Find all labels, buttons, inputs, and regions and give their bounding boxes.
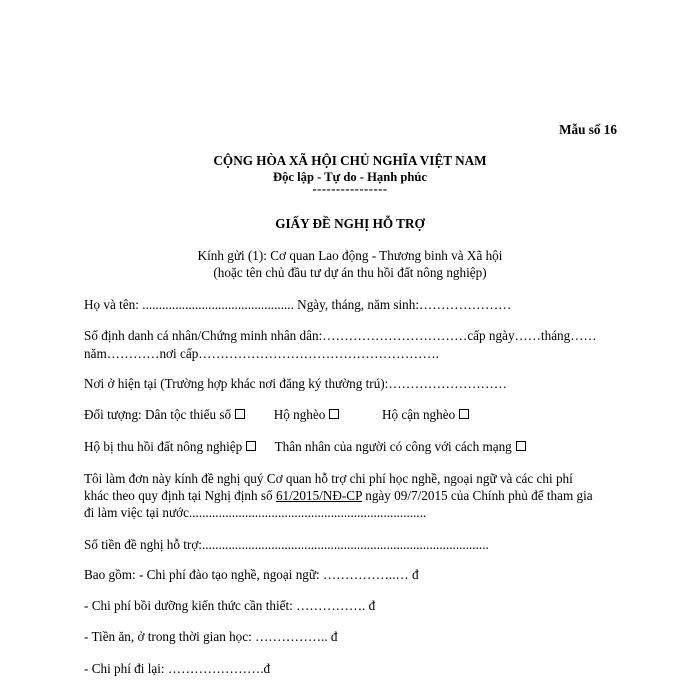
motto: Độc lập - Tự do - Hạnh phúc bbox=[273, 170, 427, 184]
header-divider: ---------------- bbox=[312, 182, 388, 196]
recipient-line-2: (hoặc tên chủ đầu tư dự án thu hồi đất nông nghiệp) bbox=[213, 265, 487, 280]
name-field: Họ và tên: .............................................. Ngày, tháng, năm sinh:………………… bbox=[84, 297, 512, 312]
cost-training: Bao gồm: - Chi phí đào tạo nghề, ngoại ngữ: ……………..… đ bbox=[84, 567, 419, 582]
id-field-line-1: Số định danh cá nhân/Chứng minh nhân dân:……………………………cấp ngày……tháng…… bbox=[84, 328, 597, 343]
subject-row-2 bbox=[84, 439, 526, 455]
poor-checkbox[interactable] bbox=[329, 409, 339, 419]
decree-link[interactable]: 61/2015/NĐ-CP bbox=[275, 488, 362, 503]
request-line-2-before: khác theo quy định tại Nghị định số bbox=[84, 488, 276, 503]
request-line-1: Tôi làm đơn này kính đề nghị quý Cơ quan hỗ trợ chi phí học nghề, ngoại ngữ và các chi phí bbox=[84, 471, 573, 486]
cost-food-lodging: - Tiền ăn, ở trong thời gian học: …………….. đ bbox=[84, 629, 338, 644]
document-title: GIẤY ĐỀ NGHỊ HỖ TRỢ bbox=[275, 216, 425, 231]
subject-merit-label: Thân nhân của người có công với cách mạng bbox=[274, 439, 512, 454]
subject-ethnic-label: Dân tộc thiểu số bbox=[145, 407, 232, 422]
subject-row bbox=[84, 407, 469, 423]
form-number: Mẫu số 16 bbox=[559, 122, 617, 137]
id-field-line-2: năm…………nơi cấp………………………………………………. bbox=[84, 346, 439, 361]
cost-knowledge: - Chi phí bồi dưỡng kiến thức cần thiết: ……………. đ bbox=[84, 598, 376, 613]
ethnic-checkbox[interactable] bbox=[235, 409, 245, 419]
nation-heading: CỘNG HÒA XÃ HỘI CHỦ NGHĨA VIỆT NAM bbox=[213, 153, 487, 168]
subject-poor-label: Hộ nghèo bbox=[273, 407, 326, 422]
merit-checkbox[interactable] bbox=[516, 441, 526, 451]
recipient-line-1: Kính gửi (1): Cơ quan Lao động - Thương binh và Xã hội bbox=[197, 248, 503, 263]
subject-near-poor-label: Hộ cận nghèo bbox=[381, 407, 456, 422]
subject-land-label: Hộ bị thu hồi đất nông nghiệp bbox=[84, 439, 243, 454]
subject-label: Đối tượng: bbox=[84, 407, 142, 422]
cost-travel: - Chi phí đi lại: ………………….đ bbox=[84, 661, 271, 676]
request-line-3: đi làm việc tại nước........................................................................ bbox=[84, 505, 427, 520]
amount-field: Số tiền đề nghị hỗ trợ:....................................................................................... bbox=[84, 537, 489, 552]
land-checkbox[interactable] bbox=[246, 441, 256, 451]
request-line-2-after: ngày 09/7/2015 của Chính phủ để tham gia bbox=[361, 488, 593, 503]
near-poor-checkbox[interactable] bbox=[459, 409, 469, 419]
residence-field: Nơi ở hiện tại (Trường hợp khác nơi đăng ký thường trú):……………………… bbox=[84, 376, 508, 391]
request-line-2 bbox=[84, 488, 593, 504]
